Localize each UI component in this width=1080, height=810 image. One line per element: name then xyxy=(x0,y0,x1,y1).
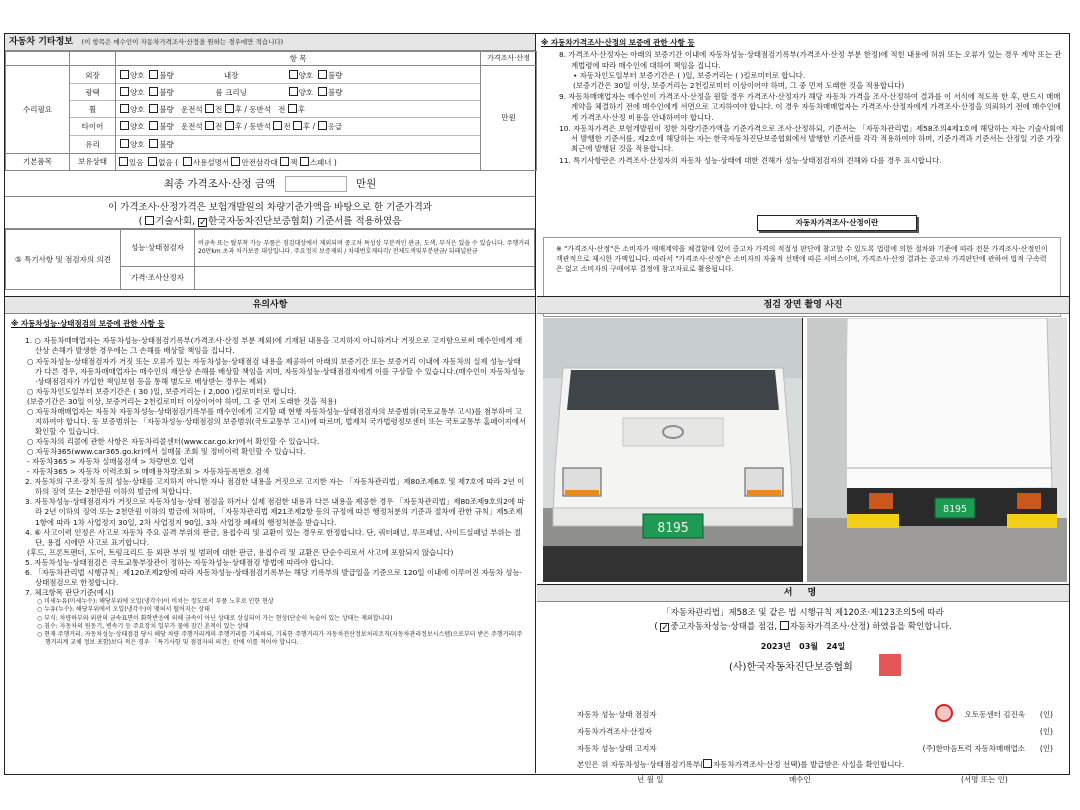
notice-item: 7. 체크항목 판단기준(예시) xyxy=(25,587,114,597)
rear-label: 후 xyxy=(234,104,242,114)
final-price-unit: 만원 xyxy=(355,178,377,190)
notice-sub-item: ○ 미세누유(미세누수): 해당부위에 오일(냉각수)이 비치는 정도로서 부품 노후로 인한 현상 xyxy=(37,598,274,605)
notice-item: (후드, 프론트펜더, 도어, 트렁크리드 등 외판 부위 및 범퍼에 대한 판금, 용접수리 및 교환은 단순수리로서 사고에 포함되지 않습니다) xyxy=(27,547,454,557)
sign-row xyxy=(577,740,1059,757)
gloss-bad-checkbox[interactable] xyxy=(149,87,158,96)
notice-item: ○ 자동차의 리콜에 관한 사항은 자동차리콜센터(www.car.go.kr)에서 확인할 수 있습니다. xyxy=(27,437,320,446)
receipt-text2: 자동차가격조사·산정 선택)를 발급받은 사실을 확인합니다. xyxy=(713,760,905,769)
tire-driver-front-checkbox[interactable] xyxy=(205,121,214,130)
guarantee-item: • 자동차인도일부터 보증기간은 ( )일, 보증거리는 ( )킬로미터로 합니다. xyxy=(573,70,806,80)
perf-check-checkbox[interactable] xyxy=(660,623,669,632)
sign-year-unit: 년 xyxy=(783,642,791,652)
owned-yes-checkbox[interactable] xyxy=(119,157,128,166)
guarantee-item: (보증기간은 30일 이상, 보증거리는 2천킬로미터 이상이어야 하며, 그 중 먼저 도래한 것을 적용합니다) xyxy=(573,81,905,91)
driver-label: 운전석 xyxy=(180,104,203,114)
basis-opt1-checkbox[interactable] xyxy=(145,216,154,225)
final-price-row xyxy=(5,171,535,197)
good-label: 양호 xyxy=(298,87,314,97)
room-bad-checkbox[interactable] xyxy=(318,87,327,96)
good-label: 양호 xyxy=(130,121,145,131)
notice-item: 5. 자동차성능·상태점검은 국토교통부장관이 정하는 자동차성능·상태점검 방법에 따라야 합니다. xyxy=(25,557,334,567)
triangle-checkbox[interactable] xyxy=(231,157,240,166)
rear-plate-text: 8195 xyxy=(942,504,968,515)
price-unit: 만원 xyxy=(481,66,537,171)
notice-item: - 자동차365 > 자동차 실매물검색 > 차량번호 입력 xyxy=(27,457,194,467)
glass-good-checkbox[interactable] xyxy=(120,139,129,148)
gloss-good-checkbox[interactable] xyxy=(120,87,129,96)
row-gloss-label: 광택 xyxy=(70,84,115,101)
item-manual: 사용설명서 xyxy=(192,157,230,167)
org-row xyxy=(537,662,1069,680)
row-exterior-label: 외장 xyxy=(70,67,115,84)
owned-yes-label: 있음 xyxy=(129,157,144,167)
org-name: (사)한국자동차진단보증협회 xyxy=(729,662,853,674)
wheel-driver-front-checkbox[interactable] xyxy=(205,104,214,113)
notice-body xyxy=(11,319,527,648)
tire-passenger-front-checkbox[interactable] xyxy=(273,121,282,130)
interior-label: 내장 xyxy=(223,70,239,80)
rear-label: 후 xyxy=(234,121,242,131)
price-check-checkbox[interactable] xyxy=(780,621,789,630)
tire-bad-checkbox[interactable] xyxy=(149,121,158,130)
notice-title: ※ 자동차성능·상태점검의 보증에 관한 사항 등 xyxy=(11,319,165,328)
sign-row-label: 자동차가격조사·산정자 xyxy=(577,727,652,736)
sign-month-unit: 월 xyxy=(810,642,818,652)
basis-opt2-checkbox[interactable] xyxy=(198,218,207,227)
tire-driver-rear-checkbox[interactable] xyxy=(225,121,234,130)
guarantee-list xyxy=(541,47,1065,165)
notice-item: ○ 자동차성능·상태점검자가 거짓 또는 오류가 있는 자동차성능·상태점검 내용을 제공하여 아래의 보증기간 또는 보증거리 이내에 자동차의 실제 성능·상태가 다른 경우, 자동차매매업자는 매수인의 재산상 손해를 배상할 책임을 지며, 자동차성능·상태점검자에게 이를 구상할 수 있습니다.(매수인이 자동차성능·상태점검자가 가입한 책임보험 등을 통해 별도로 배상받는 경우는 제외) xyxy=(27,356,526,386)
item-triangle: 안전삼각대 xyxy=(241,157,278,167)
notice-sub-item: ○ 현재 주행거리: 자동차성능·상태점검 당시 해당 차량 주행거리계의 주행거리를 기록하되, 기록한 주행거리가 자동차전산정보처리조직(자동차관리정보시스템)으로부터 받은 주행거리(주행거리계 교체 정보 포함)보다 적은 경우 「특기사항 및 점검자의 의견」란에 이를 적어야 합니다. xyxy=(37,631,523,647)
guarantee-section xyxy=(541,38,1065,166)
exterior-good-checkbox[interactable] xyxy=(120,70,129,79)
notice-list xyxy=(11,336,527,598)
sign-row-mark: (인) xyxy=(1039,710,1053,719)
good-label: 양호 xyxy=(130,87,145,97)
signature-header: 서 명 xyxy=(537,584,1069,602)
sign-rows xyxy=(577,706,1059,757)
owned-no-label: 없음 xyxy=(158,157,173,167)
guarantee-item: 8. 가격조사·산정자는 아래의 보증기간 이내에 자동차성능·상태점검기록부(가격조사·산정 부분 한정)에 적힌 내용에 허위 또는 오류가 있는 경우 계약 또는 관계법령에 따라 매수인에 대하여 책임을 집니다. xyxy=(559,50,1062,70)
rear-photo xyxy=(807,318,1067,582)
buyer-label: 매수인 xyxy=(789,775,811,784)
basis-row: 이 가격조사·산정가격은 보험개발원의 차량기준가액을 바탕으로 한 기준가격과 ( 기술사회, ✓한국자동차진단보증협회) 기준서를 적용하였음 xyxy=(5,197,535,229)
bad-label: 불량 xyxy=(159,87,174,97)
sign-row-label: 자동차 성능·상태 고지자 xyxy=(577,744,657,753)
spare-label: 응급 xyxy=(327,121,343,131)
sign-row-mark: (인) xyxy=(1039,744,1053,753)
notice-item: ○ 자동차365(www.car365.go.kr)에서 실매물 조회 및 정비이력 확인할 수 있습니다. xyxy=(27,447,306,457)
bad-label: 불량 xyxy=(159,139,174,149)
good-label: 양호 xyxy=(130,139,145,149)
notice-item: - 자동차365 > 자동차 이력조회 > 매매용차량조회 > 자동차등록번호 검색 xyxy=(27,467,270,477)
signature-body: 「자동차관리법」제58조 및 같은 법 시행규칙 제120조·제123조의5에 따라 ( ✓중고자동차성능·상태를 점검, 자동차가격조사·산정) 하였음을 확인합니다. 2023년 03월 24일 (사)한국자동차진단보증협회 xyxy=(537,608,1069,680)
price-box-text: ※ "가격조사·산정"은 소비자가 매매계약을 체결함에 있어 중고차 가격의 적절성 판단에 참고할 수 있도록 법령에 의한 절차와 기준에 따라 전문 가격조사·산정인이 객관적으로 제시한 가액입니다. 따라서 "가격조사·산정"은 소비자의 자율적 선택에 따른 서비스이며, 가격조사·산정 결과는 중고차 가격판단에 관하여 법적 구속력은 없고 소비자의 구매여부 결정에 참고자료로 활용됩니다. xyxy=(543,237,1061,317)
left-column xyxy=(5,34,536,773)
notice-item: (보증기간은 30일 이상, 보증거리는 2천킬로미터 이상이어야 하며, 그 중 먼저 도래한 것을 적용) xyxy=(27,396,337,406)
signature-line2b: 자동차가격조사·산정) 하였음을 확인합니다. xyxy=(789,621,952,632)
photos-header: 점검 장면 촬영 사진 xyxy=(537,296,1069,314)
sign-month: 03 xyxy=(799,642,811,652)
signature-line1: 「자동차관리법」제58조 및 같은 법 시행규칙 제120조·제123조의5에 따라 xyxy=(662,608,944,618)
front-label: 전 xyxy=(278,104,286,114)
row-wheel-label: 휠 xyxy=(70,101,115,118)
sign-day: 24 xyxy=(826,642,838,652)
col-item-label: 항 목 xyxy=(116,52,481,66)
notice-item: ○ 자동차매매업자는 자동차 자동차성능·상태점검기록부를 매수인에게 고지할 때 현행 자동차성능·상태점검자의 보증범위(국토교통부 고시)를 첨부하여 고지하여야 합니다. 동 보증범위는 「자동차성능·상태점검의 보증범위(국토교통부 고시)에 따르며, 법제처 국가법령정보센터 또는 국토교통부 홈페이지에서 확인할 수 있습니다. xyxy=(27,406,527,436)
guarantee-title: ※ 자동차가격조사·산정의 보증에 관한 사항 등 xyxy=(541,38,695,47)
bad-label: 불량 xyxy=(327,87,343,97)
owned-no-checkbox[interactable] xyxy=(148,157,157,166)
guarantee-item: 9. 자동차매매업자는 매수인이 가격조사·산정을 원할 경우 가격조사·산정자가 해당 자동차 가격을 조사·산정하여 결과를 이 서식에 적도록 한 후, 반드시 매매계약을 체결하기 전에 매수인에게 서면으로 고지하여야 합니다. 이 경우 자동차매매업자는 가격조사·산정자에게 가격조사·산정을 의뢰하기 전에 매수인에게 가격조사·산정 비용을 안내하여야 합니다. xyxy=(559,92,1061,122)
other-info-header xyxy=(5,34,535,51)
front-label: 전 xyxy=(215,121,223,131)
sign-row xyxy=(577,706,1059,723)
final-price-label: 최종 가격조사·산정 금액 xyxy=(163,178,276,190)
sign-day-unit: 일 xyxy=(837,642,846,652)
good-label: 양호 xyxy=(298,70,314,80)
signature-line2a: 중고자동차성능·상태를 점검, xyxy=(670,621,778,632)
row-tire-label: 타이어 xyxy=(70,118,115,136)
interior-good-checkbox[interactable] xyxy=(289,70,298,79)
truck-front-image xyxy=(543,318,803,582)
notice-sub-item: ○ 침수: 자동차의 원동기, 변속기 등 주요장치 일부가 물에 잠긴 흔적이 있는 상태 xyxy=(37,622,249,630)
row-glass-label: 유리 xyxy=(85,139,100,149)
perf-inspector-note: 비금속 또는 탈부착 가능 부품은 점검대상에서 제외되며 중고차 특성상 부분적인 판금, 도색, 부식은 있을 수 있습니다. 주행거리 20만km 초과 차가보증 대상입니다. 주요정지 보증제외 / 차대번호재타각/ 전체도색및부분판금/ 뒤패널판금 xyxy=(195,230,535,267)
front-photo xyxy=(543,318,803,582)
bad-label: 불량 xyxy=(327,70,343,80)
price-box-title: 자동차가격조사·산정이란 xyxy=(757,215,917,231)
sign-row-mark: (인) xyxy=(1039,727,1053,736)
basis-text2: ) 기준서를 적용하였음 xyxy=(309,216,402,227)
right-column xyxy=(537,34,1069,784)
special-label: ⑤ 특기사항 및 점검자의 의견 xyxy=(6,230,121,290)
tire-passenger-rear-checkbox[interactable] xyxy=(293,121,302,130)
basis-text1: 이 가격조사·산정가격은 보험개발원의 차량기준가액을 바탕으로 한 기준가격과 xyxy=(108,202,432,213)
wheel-driver-rear-checkbox[interactable] xyxy=(225,104,234,113)
notice-sub-list xyxy=(11,598,527,648)
sign-year: 2023 xyxy=(760,642,784,652)
perf-inspector-label: 성능·상태점검자 xyxy=(121,230,195,267)
basic-label: 기본품목 xyxy=(6,154,70,171)
notice-header: 유의사항 xyxy=(5,296,535,314)
sign-row xyxy=(577,723,1059,740)
basis-opt2-label: 한국자동차진단보증협회 xyxy=(208,216,310,227)
wheel-good-checkbox[interactable] xyxy=(120,104,129,113)
price-inspector-note[interactable] xyxy=(195,267,535,290)
price-inspector-label: 가격·조사산정자 xyxy=(121,267,195,290)
notice-item: 6. 「자동차관리법 시행규칙」제120조제2항에 따라 자동차성능·상태점검기록부는 해당 기록부의 발급일을 기준으로 120일 이내에 이루어진 자동차 성능·상태점검으로 한정합니다. xyxy=(25,567,522,587)
item-spanner: 스패너 xyxy=(309,157,332,167)
notice-sub-item: ○ 누유(누수): 해당부위에서 오일(냉각수)이 맺혀서 떨어지는 상태 xyxy=(37,606,210,614)
receipt-checkbox[interactable] xyxy=(703,759,712,768)
col-price-label: 가격조사·산정 xyxy=(481,52,537,66)
other-info-table: 항 목 가격조사·산정 수리필요 외장 광택 휠 타이어 유리 양호 불량 내장 양호 불량 양호 불량 룸 크리닝 양호 불량 양호 불량 운전석 전 후 / 동반석 전 후 양호 불량 운전석 전 후 / 동반석 전 후 / 응급 양호 불량 만원 기본품목 보유상태 있음 없음 ( 사용설명서 안전삼각대 잭 스패너 ) xyxy=(5,51,537,171)
inspection-record-page xyxy=(4,33,1070,784)
sign-row-value: (주)한마음트럭 자동차매매업소 xyxy=(922,744,1025,753)
buyer-date-blank: 년 월 일 xyxy=(637,775,664,784)
guarantee-item: 10. 자동차가격은 보험개발원이 정한 차량기준가액을 기준가격으로 조사·산정하되, 기준서는 「자동차관리법」제58조의4제1호에 해당하는 자는 기술사회에서 발행한 기준서를, 제2호에 해당하는 자는 한국자동차진단보증협회에서 발행한 기준서를 각각 적용하여야 하며, 기준가격과 기준서는 산정일 기준 가장 최근에 발행된 것을 적용합니다. xyxy=(559,123,1064,154)
notice-item: ○ 자동차인도일부터 보증기간은 ( 30 )일, 보증거리는 ( 2,000 )킬로미터로 합니다. xyxy=(27,386,297,396)
room-good-checkbox[interactable] xyxy=(289,87,298,96)
other-info-note: (이 항목은 매수인이 자동차가격조사·산정을 원하는 경우에만 적습니다) xyxy=(81,38,284,46)
front-label: 전 xyxy=(283,121,291,131)
truck-rear-image xyxy=(807,318,1067,582)
wheel-bad-checkbox[interactable] xyxy=(149,104,158,113)
guarantee-item: 11. 특기사항란은 가격조사·산정자의 자동차 성능·상태에 대한 견해가 성능·상태점검자의 견해와 다를 경우 표시합니다. xyxy=(559,155,942,165)
passenger-label: 동반석 xyxy=(249,121,272,131)
interior-bad-checkbox[interactable] xyxy=(318,70,327,79)
good-label: 양호 xyxy=(130,70,145,80)
notice-item: 3. 자동차성능·상태점검자가 거짓으로 자동차성능·상태 점검을 하거나 실제 점검한 내용과 다른 내용을 제공한 경우 「자동차관리법」제80조제9호의2에 따라 2년 이하의 징역 또는 2천만원 이하의 벌금에 처하며, 「자동차관리법 제21조제2항 등의 규정에 따른 행정처분의 기준과 절차에 관한 규칙」제5조제1항에 따라 1차 사업정지 30일, 2차 사업정지 90일, 3차 사업장 폐쇄의 행정처분을 받습니다. xyxy=(25,497,525,527)
room-clean-label: 룸 크리닝 xyxy=(215,87,247,97)
driver-label: 운전석 xyxy=(180,121,203,131)
buyer-sign-label: (서명 또는 인) xyxy=(961,775,1008,784)
front-label: 전 xyxy=(215,104,223,114)
bad-label: 불량 xyxy=(159,121,174,131)
manual-checkbox[interactable] xyxy=(183,157,192,166)
org-seal xyxy=(879,654,901,676)
passenger-label: 동반석 xyxy=(249,104,272,114)
repair-label: 수리필요 xyxy=(6,66,70,154)
receipt-text: 본인은 위 자동차성능·상태점검기록부( xyxy=(577,760,703,769)
jack-checkbox[interactable] xyxy=(280,157,289,166)
special-table xyxy=(5,229,535,290)
tire-spare-checkbox[interactable] xyxy=(318,121,327,130)
item-jack: 잭 xyxy=(290,157,298,167)
owned-label: 보유상태 xyxy=(70,154,116,171)
good-label: 양호 xyxy=(130,104,145,114)
rear-label: 후 xyxy=(303,121,311,131)
inspector-seal xyxy=(935,704,953,722)
notice-item: 1. ○ 자동차매매업자는 자동차성능·상태점검기록부(가격조사·산정 부분 제외)에 기재된 내용을 고지하지 아니하거나 거짓으로 고지함으로써 매수인에게 재산상 손해가 발생한 경우에는 그 손해를 배상할 책임을 집니다. xyxy=(25,336,523,356)
basis-opt1-label: 기술사회 xyxy=(155,216,193,227)
glass-bad-checkbox[interactable] xyxy=(149,139,158,148)
tire-good-checkbox[interactable] xyxy=(120,121,129,130)
receipt-row xyxy=(577,759,1059,769)
wheel-passenger-rear-checkbox[interactable] xyxy=(288,104,297,113)
final-price-input[interactable] xyxy=(285,176,347,192)
other-info-title: 자동차 기타정보 xyxy=(9,37,73,47)
bad-label: 불량 xyxy=(159,70,174,80)
exterior-bad-checkbox[interactable] xyxy=(149,70,158,79)
sign-row-label: 자동차 성능·상태 점검자 xyxy=(577,710,657,719)
notice-item: 4. ⑥ 사고이력 인정은 사고로 자동차 주요 골격 부위의 판금, 용접수리 및 교환이 있는 경우로 한정합니다. 단, 쿼터패널, 루프패널, 사이드실패널 부위는 절단, 용접 시에만 사고로 표기합니다. xyxy=(25,527,521,547)
notice-item: 2. 자동차의 구조·장치 등의 성능·상태를 고지하지 아니한 자나 점검한 내용을 거짓으로 고지한 자는 「자동차관리법」제80조제6호 및 제7호에 따라 2년 이하의 징역 또는 2천만원 이하의 벌금에 처합니다. xyxy=(25,477,525,497)
spanner-checkbox[interactable] xyxy=(300,157,309,166)
front-plate-text: 8195 xyxy=(657,521,689,536)
bad-label: 불량 xyxy=(159,104,174,114)
notice-sub-item: ○ 부식: 차량하부와 외판의 금속표면이 화학반응에 의해 금속이 아닌 상태로 상실되어 가는 현상(단순히 녹슬어 있는 상태는 제외합니다) xyxy=(37,614,393,622)
sign-row-value: 오토동센터 김진욱 xyxy=(964,710,1025,719)
rear-label: 후 xyxy=(297,104,306,114)
